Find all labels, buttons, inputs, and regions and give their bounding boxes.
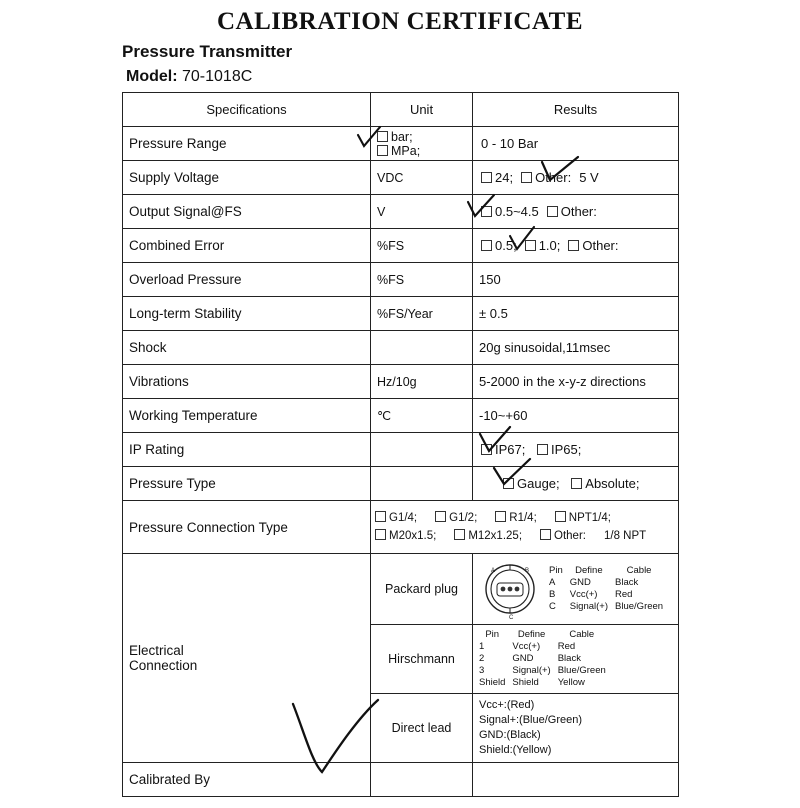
table-row-connection-type [123, 501, 679, 554]
cell-define: GND [512, 653, 534, 664]
spec-combined-error: Combined Error [123, 229, 371, 263]
checkbox-icon[interactable] [481, 444, 492, 455]
spec-pressure-type: Pressure Type [123, 467, 371, 501]
checkbox-icon[interactable] [555, 511, 566, 522]
table-row [549, 601, 670, 613]
option-label: NPT1/4; [568, 512, 611, 524]
unit-output-signal: V [371, 195, 473, 229]
connection-options-line1 [375, 509, 674, 527]
spec-pressure-connection-type: Pressure Connection Type [123, 501, 371, 554]
wire-gnd: GND:(Black) [479, 729, 541, 741]
col-define: Define [575, 565, 603, 576]
result-overload-pressure: 150 [473, 263, 679, 297]
unit-ip-rating [371, 433, 473, 467]
option-label: 1.0; [538, 238, 561, 253]
label-packard-plug: Packard plug [371, 554, 473, 625]
table-row [549, 589, 670, 601]
spec-working-temperature: Working Temperature [123, 399, 371, 433]
cell-cable: Black [615, 577, 639, 588]
cell-pin: 1 [479, 641, 485, 652]
calibrated-by-value [473, 763, 679, 797]
wire-signal: Signal+:(Blue/Green) [479, 714, 583, 726]
option-label: M20x1.5; [389, 530, 437, 542]
col-pin: Pin [549, 565, 563, 576]
table-row [479, 653, 613, 665]
option-label: Other: [554, 530, 586, 542]
table-row [123, 263, 679, 297]
cell-pin: C [549, 601, 556, 612]
electrical-connection-line2: Connection [129, 658, 198, 673]
cell-cable: Blue/Green [557, 665, 606, 676]
option-label: Other: [582, 238, 619, 253]
table-row [123, 297, 679, 331]
cell-define: Vcc(+) [569, 589, 598, 600]
table-row [123, 161, 679, 195]
checkbox-icon[interactable] [521, 172, 532, 183]
checkbox-icon[interactable] [571, 478, 582, 489]
page-title: CALIBRATION CERTIFICATE [216, 8, 583, 35]
option-label: Gauge; [517, 476, 560, 491]
cell-pin: 2 [479, 653, 485, 664]
result-output-signal [473, 195, 679, 229]
table-row [123, 195, 679, 229]
option-label: R1/4; [509, 512, 537, 524]
option-label: G1/4; [389, 512, 418, 524]
option-label: IP65; [550, 442, 582, 457]
model-label: Model: [126, 68, 178, 85]
checkbox-icon[interactable] [495, 511, 506, 522]
connection-other-value: 1/8 NPT [603, 530, 647, 542]
option-label: Other: [560, 204, 597, 219]
result-pressure-range: 0 - 10 Bar [473, 127, 679, 161]
spec-shock: Shock [123, 331, 371, 365]
cell-define: Vcc(+) [512, 641, 541, 652]
col-cable: Cable [569, 629, 595, 640]
packard-pin-table [549, 565, 670, 613]
document-subtitle: Pressure Transmitter [122, 42, 293, 61]
checkbox-icon[interactable] [435, 511, 446, 522]
header-unit: Unit [371, 93, 473, 127]
calibrated-by-unit [371, 763, 473, 797]
spec-pressure-range: Pressure Range [123, 127, 371, 161]
cell-cable: Black [557, 653, 581, 664]
wire-shield: Shield:(Yellow) [479, 744, 552, 756]
cell-cable: Red [615, 589, 633, 600]
checkbox-icon[interactable] [537, 444, 548, 455]
table-row [123, 331, 679, 365]
col-define: Define [517, 629, 546, 640]
option-label: IP67; [495, 442, 526, 457]
label-direct-lead: Direct lead [371, 694, 473, 763]
checkbox-icon[interactable] [481, 206, 492, 217]
svg-text:A: A [491, 568, 496, 574]
table-row [479, 641, 613, 653]
checkbox-icon[interactable] [377, 131, 388, 142]
spec-supply-voltage: Supply Voltage [123, 161, 371, 195]
checkbox-icon[interactable] [375, 529, 386, 540]
result-pressure-connection-type [371, 501, 679, 554]
result-supply-voltage-value: 5 V [579, 170, 599, 185]
cell-pin: A [549, 577, 556, 588]
table-header-row [479, 629, 613, 641]
table-row [549, 577, 670, 589]
spec-long-term-stability: Long-term Stability [123, 297, 371, 331]
svg-text:B: B [525, 568, 530, 574]
table-header-row [123, 93, 679, 127]
option-label: G1/2; [449, 512, 478, 524]
checkbox-icon[interactable] [454, 529, 465, 540]
unit-combined-error: %FS [371, 229, 473, 263]
cell-cable: Red [557, 641, 576, 652]
table-row [123, 229, 679, 263]
checkbox-icon[interactable] [481, 240, 492, 251]
model-line [126, 68, 800, 86]
table-row [123, 433, 679, 467]
option-label: M12x1.25; [468, 530, 523, 542]
unit-pressure-type [371, 467, 473, 501]
table-row [123, 365, 679, 399]
cell-cable: Yellow [557, 677, 585, 688]
direct-lead-wiring [473, 694, 679, 763]
option-label: Other: [535, 170, 572, 185]
spec-overload-pressure: Overload Pressure [123, 263, 371, 297]
table-row [479, 665, 613, 677]
table-row [479, 677, 613, 689]
spec-output-signal: Output Signal@FS [123, 195, 371, 229]
result-vibrations: 5-2000 in the x-y-z directions [473, 365, 679, 399]
result-pressure-type [473, 467, 679, 501]
spec-electrical-connection [123, 554, 371, 763]
option-label: 0.5; [495, 238, 517, 253]
option-label: 0.5~4.5 [495, 204, 539, 219]
table-row [123, 399, 679, 433]
cell-define: Signal(+) [569, 601, 609, 612]
unit-working-temperature: ℃ [371, 399, 473, 433]
checkbox-icon[interactable] [481, 172, 492, 183]
hirschmann-pin-table [479, 629, 613, 689]
connection-options-line2 [375, 527, 674, 545]
col-cable: Cable [626, 565, 652, 576]
cell-pin: 3 [479, 665, 485, 676]
checkbox-icon[interactable] [525, 240, 536, 251]
cell-pin: Shield [479, 677, 506, 688]
table-row [123, 467, 679, 501]
checkbox-icon[interactable] [377, 145, 388, 156]
result-ip-rating [473, 433, 679, 467]
label-calibrated-by: Calibrated By [123, 763, 371, 797]
table-row-packard [123, 554, 679, 625]
option-label: bar; [391, 129, 413, 144]
hirschmann-pinout [473, 625, 679, 694]
checkbox-icon[interactable] [540, 529, 551, 540]
unit-shock [371, 331, 473, 365]
model-value: 70-1018C [182, 68, 253, 85]
certificate-page [0, 8, 800, 808]
option-label: Absolute; [585, 476, 640, 491]
cell-define: Signal(+) [512, 665, 551, 676]
checkbox-icon[interactable] [503, 478, 514, 489]
result-long-term-stability: ± 0.5 [473, 297, 679, 331]
wire-vcc: Vcc+:(Red) [479, 699, 535, 711]
spec-ip-rating: IP Rating [123, 433, 371, 467]
unit-vibrations: Hz/10g [371, 365, 473, 399]
result-supply-voltage [473, 161, 679, 195]
cell-pin: B [549, 589, 556, 600]
unit-pressure-range [371, 127, 473, 161]
result-shock: 20g sinusoidal,11msec [473, 331, 679, 365]
option-label: 24; [495, 170, 514, 185]
col-pin: Pin [485, 629, 500, 640]
specifications-table [122, 92, 679, 797]
svg-text:C: C [509, 615, 514, 620]
header-specifications: Specifications [123, 93, 371, 127]
unit-supply-voltage: VDC [371, 161, 473, 195]
checkbox-icon[interactable] [375, 511, 386, 522]
result-combined-error [473, 229, 679, 263]
electrical-connection-line1: Electrical [129, 643, 184, 658]
checkbox-icon[interactable] [568, 240, 579, 251]
unit-long-term-stability: %FS/Year [371, 297, 473, 331]
table-row-calibrated-by [123, 763, 679, 797]
cell-define: GND [569, 577, 591, 588]
unit-overload-pressure: %FS [371, 263, 473, 297]
packard-connector-icon [479, 558, 541, 620]
table-row [123, 127, 679, 161]
label-hirschmann: Hirschmann [371, 625, 473, 694]
cell-define: Shield [512, 677, 539, 688]
packard-pinout [473, 554, 679, 625]
option-label: MPa; [391, 143, 421, 158]
cell-cable: Blue/Green [615, 601, 664, 612]
header-results: Results [473, 93, 679, 127]
checkbox-icon[interactable] [547, 206, 558, 217]
spec-vibrations: Vibrations [123, 365, 371, 399]
table-header-row [549, 565, 670, 577]
result-working-temperature: -10~+60 [473, 399, 679, 433]
